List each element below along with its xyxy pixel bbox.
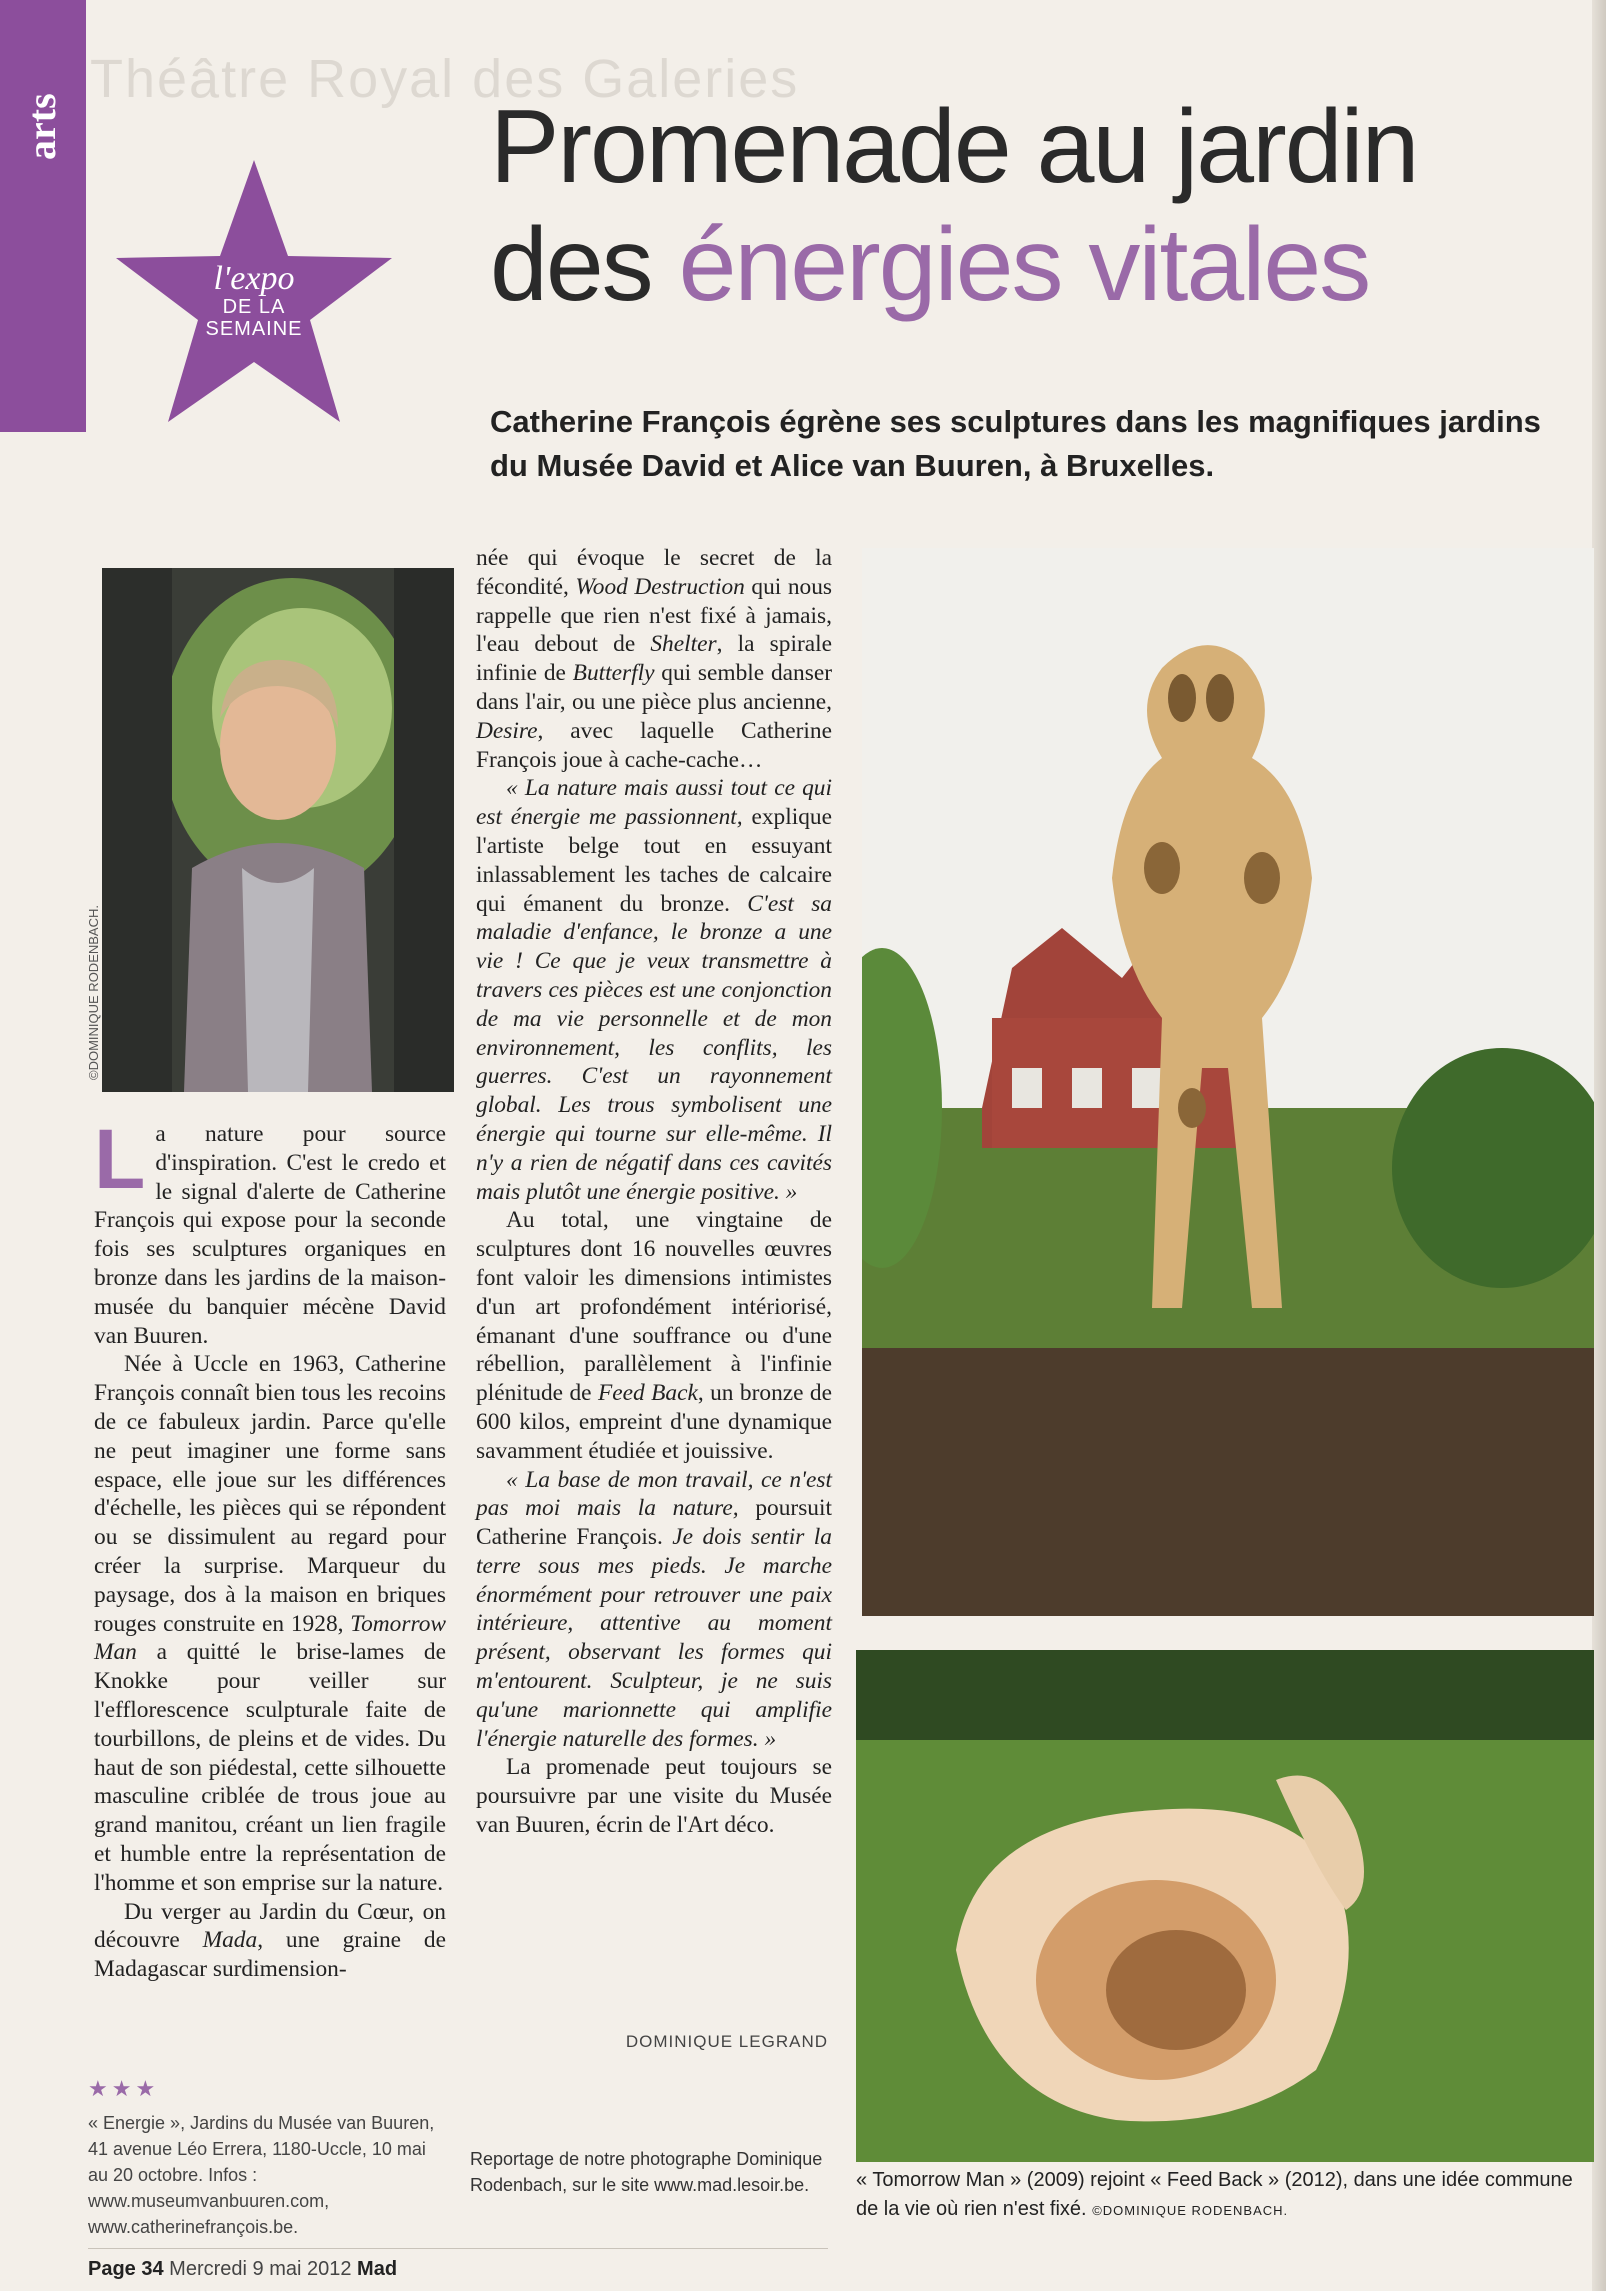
p7-quote-2: Je dois sentir la terre sous mes pieds. Je marche énormément pour retrouver une paix intérieure, attentive au moment présent, observant les formes qui m'entourent. Sculpteur, je ne suis qu'une marionnette qui amplifie l'énergie naturelle des formes. » <box>476 1524 832 1752</box>
p5-quote-1: « La nature mais aussi tout ce qui est énergie me passionnent, <box>476 775 832 831</box>
background-header-text: Théâtre Royal des Galeries <box>90 49 800 109</box>
portrait-photo <box>102 568 454 1092</box>
reportage-note: Reportage de notre photographe Dominique Rodenbach, sur le site www.mad.lesoir.be. <box>470 2149 823 2195</box>
headline-accent: énergies vitales <box>678 207 1370 323</box>
feed-back-photo <box>856 1650 1594 2162</box>
paragraph-4 <box>476 544 832 774</box>
portrait-illustration <box>102 568 454 1092</box>
article-column-1 <box>94 1112 446 1984</box>
paragraph-2 <box>94 1350 446 1897</box>
expo-star-badge <box>108 152 400 434</box>
paragraph-1-text: a nature pour source d'inspiration. C'est le credo et le signal d'alerte de Catherine François qui expose pour la seconde fois ses sculptures organiques en bronze dans les jardins de la maison-musée du banquier mécène David van Buuren. <box>94 1121 446 1349</box>
paragraph-3-text-a: Du verger au Jardin du Cœur, on découvre <box>94 1898 446 1954</box>
p4-i3: Butterfly <box>572 660 655 687</box>
p4-i4: Desire <box>476 717 538 744</box>
paragraph-3-italic: Mada <box>202 1927 258 1954</box>
caption-credit: ©DOMINIQUE RODENBACH. <box>1092 2203 1289 2218</box>
paragraph-5 <box>476 774 832 1206</box>
photo-caption <box>856 2166 1594 2225</box>
star-line-1: l'expo <box>213 260 295 297</box>
portrait-credit: ©DOMINIQUE RODENBACH. <box>86 905 101 1080</box>
p6-b: , un bronze de 600 kilos, empreint d'une dynamique savamment étudiée et jouissive. <box>476 1380 833 1464</box>
feed-back-illustration <box>856 1650 1594 2162</box>
p6-italic: Feed Back <box>597 1380 698 1407</box>
p4-c: , la spirale infinie de <box>476 631 832 687</box>
footer-rule <box>88 2248 828 2249</box>
p5-quote-2: C'est sa maladie d'enfance, le bronze a une vie ! Ce que je veux transmettre à travers ces pièces est une conjonction de ma vie personnelle et de mon environnement, les conflits, les guerres. C'est un rayonnement global. Les trous symbolisent une énergie qui tourne sur elle-même. Il n'y a rien de négatif dans ces cavités mais plutôt une énergie positive. » <box>476 890 833 1205</box>
magazine-name: Mad <box>357 2258 398 2280</box>
paragraph-3 <box>94 1898 446 1984</box>
tomorrow-man-illustration <box>862 548 1594 1616</box>
p7-a: poursuit Catherine François. <box>476 1495 832 1551</box>
headline-plain: des <box>490 207 679 323</box>
star-text <box>108 262 400 340</box>
paragraph-3-text-b: , une graine de Madagascar surdimension- <box>94 1927 446 1983</box>
caption-text: « Tomorrow Man » (2009) rejoint « Feed Back » (2012), dans une idée commune de la vie où rien n'est fixé. <box>856 2169 1573 2220</box>
headline-line-2 <box>490 206 1580 324</box>
p4-b: qui nous rappelle que rien n'est fixé à jamais, l'eau debout de <box>476 573 833 658</box>
paragraph-8: La promenade peut toujours se poursuivre par une visite du Musée van Buuren, écrin de l'Art déco. <box>476 1754 832 1839</box>
p5-a: explique l'artiste belge tout en essuyant inlassablement les taches de calcaire qui émanent du bronze. <box>476 804 832 917</box>
p4-i2: Shelter <box>650 631 717 658</box>
p4-e: , avec laquelle Catherine François joue à cache-cache… <box>476 717 832 773</box>
dropcap: L <box>94 1112 146 1206</box>
rating-stars-icon: ★★★ <box>88 2076 160 2101</box>
paragraph-1 <box>94 1112 446 1350</box>
headline <box>490 88 1580 324</box>
issue-date: Mercredi 9 mai 2012 <box>169 2258 352 2280</box>
star-line-2: DE LA <box>222 296 286 318</box>
paragraph-2-text-b: a quitté le brise-lames de Knokke pour veiller sur l'efflorescence sculpturale faite de tourbillons, de pleins et de vides. Du haut de son piédestal, cette silhouette masculine criblée de trous joue au grand manitou, créant un lien fragile et humble entre la représentation de l'homme et son emprise sur la nature. <box>94 1639 446 1896</box>
lede: Catherine François égrène ses sculptures dans les magnifiques jardins du Musée David et Alice van Buuren, à Bruxelles. <box>490 404 1541 483</box>
p4-i1: Wood Destruction <box>575 573 745 600</box>
paragraph-7 <box>476 1466 832 1754</box>
article-column-2 <box>476 544 832 1840</box>
info-box: « Energie », Jardins du Musée van Buuren, 41 avenue Léo Errera, 1180-Uccle, 10 mai au 20 octobre. Infos : www.museumvanbuuren.com, www.catherinefrançois.be. <box>88 2113 435 2237</box>
byline: DOMINIQUE LEGRAND <box>625 2032 828 2051</box>
page-edge <box>1592 0 1606 2291</box>
page-footer <box>88 2258 397 2281</box>
paragraph-2-italic: Tomorrow Man <box>94 1610 446 1666</box>
p7-quote-1: « La base de mon travail, ce n'est pas moi mais la nature, <box>476 1466 832 1522</box>
headline-line-1: Promenade au jardin <box>490 89 1418 205</box>
section-tab <box>0 0 86 432</box>
page-number: Page 34 <box>88 2258 164 2280</box>
star-line-3: SEMAINE <box>205 318 303 340</box>
p6-a: Au total, une vingtaine de sculptures dont 16 nouvelles œuvres font valoir les dimensions intimistes d'un art profondément intériorisé, émanant d'une souffrance ou d'une rébellion, parallèlement à l'infinie plénitude de <box>476 1207 832 1407</box>
tomorrow-man-photo <box>862 548 1594 1616</box>
paragraph-2-text-a: Née à Uccle en 1963, Catherine François connaît bien tous les recoins de ce fabuleux jardin. Parce qu'elle ne peut imaginer une forme sans espace, elle joue sur les différences d'échelle, les pièces qui se répondent ou se dissimulent au regard pour créer la surprise. Marqueur du paysage, dos à la maison en briques rouges construite en 1928, <box>94 1351 446 1637</box>
p4-d: qui semble danser dans l'air, ou une pièce plus ancienne, <box>476 660 832 715</box>
p4-a: née qui évoque le secret de la fécondité, <box>476 545 832 600</box>
section-tab-label: arts <box>19 93 64 160</box>
paragraph-6 <box>476 1206 832 1465</box>
